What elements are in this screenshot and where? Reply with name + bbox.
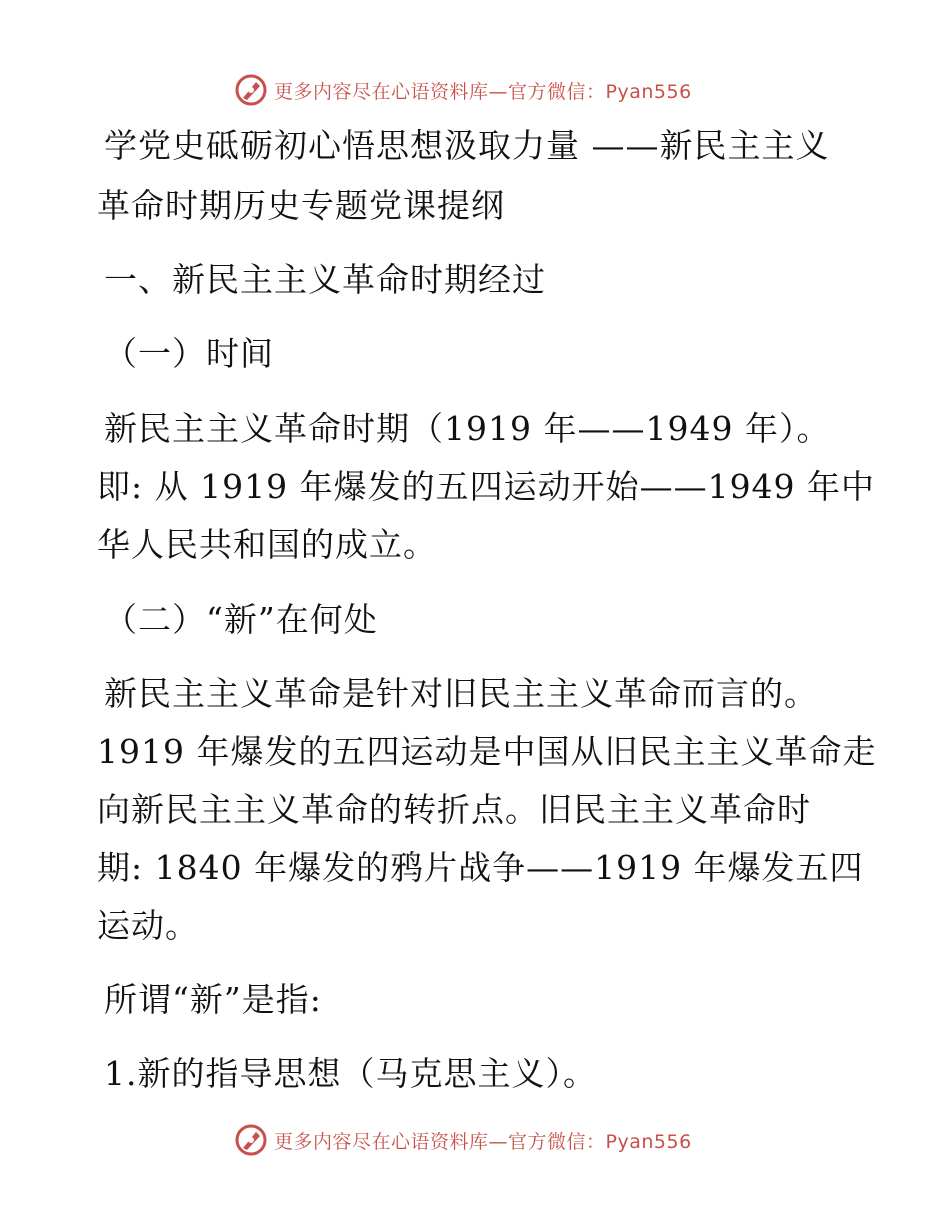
pen-logo-icon (234, 1123, 268, 1157)
list-item-1: 1.新的指导思想（马克思主义）。 (104, 1054, 597, 1093)
title-line-2: 革命时期历史专题党课提纲 (97, 186, 505, 225)
paragraph-line: 华人民共和国的成立。 (97, 525, 437, 564)
paragraph-line: 向新民主主义革命的转折点。旧民主主义革命时 (97, 790, 811, 829)
subsection-1-heading: （一）时间 (104, 334, 274, 373)
watermark-text: 更多内容尽在心语资料库—官方微信：Pyan556 (274, 80, 692, 103)
watermark-text: 更多内容尽在心语资料库—官方微信：Pyan556 (274, 1130, 692, 1153)
paragraph-line: 1919 年爆发的五四运动是中国从旧民主主义革命走 (97, 732, 877, 771)
title-line-1: 学党史砥砺初心悟思想汲取力量 ——新民主主义 (104, 126, 830, 165)
subsection-2-heading: （二）“新”在何处 (104, 600, 378, 639)
paragraph-line: 运动。 (97, 906, 199, 945)
paragraph-line: 即: 从 1919 年爆发的五四运动开始——1949 年中 (97, 467, 876, 506)
paragraph-line: 新民主主义革命是针对旧民主主义革命而言的。 (104, 674, 818, 713)
watermark-footer (234, 1122, 734, 1158)
section-1-heading: 一、新民主主义革命时期经过 (104, 260, 546, 299)
lead-line: 所谓“新”是指: (104, 980, 322, 1019)
paragraph-line: 期: 1840 年爆发的鸦片战争——1919 年爆发五四 (97, 848, 864, 887)
paragraph-line: 新民主主义革命时期（1919 年——1949 年）。 (104, 409, 831, 448)
